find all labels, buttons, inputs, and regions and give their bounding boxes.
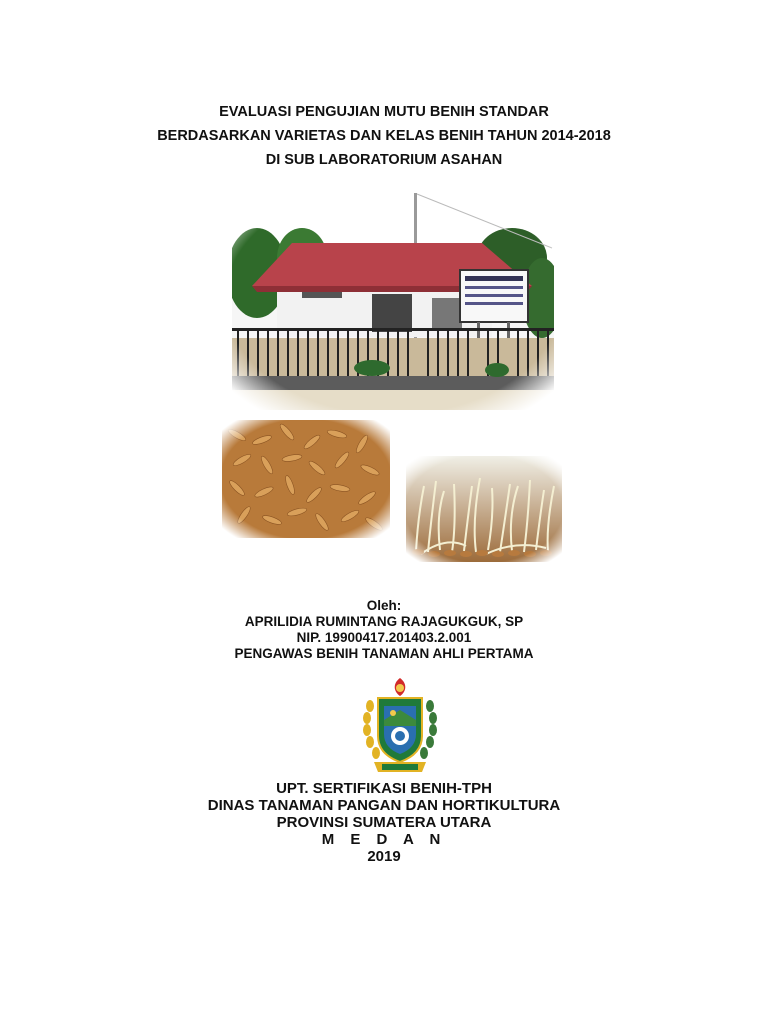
- org-city: M E D A N: [321, 831, 447, 848]
- seed-germination-photo: [406, 456, 562, 562]
- org-agency: DINAS TANAMAN PANGAN DAN HORTIKULTURA: [207, 797, 561, 814]
- title-line-1: EVALUASI PENGUJIAN MUTU BENIH STANDAR: [219, 104, 549, 120]
- author-by-label: Oleh:: [366, 598, 402, 613]
- title-line-3: DI SUB LABORATORIUM ASAHAN: [265, 152, 503, 168]
- author-name: APRILIDIA RUMINTANG RAJAGUKGUK, SP: [244, 614, 524, 629]
- author-position: PENGAWAS BENIH TANAMAN AHLI PERTAMA: [234, 646, 534, 661]
- laboratory-building-photo: [232, 188, 554, 410]
- document-title: [0, 100, 768, 172]
- seed-germination-illustration: [406, 456, 562, 562]
- org-province: PROVINSI SUMATERA UTARA: [276, 814, 492, 831]
- author-block: [0, 598, 768, 662]
- org-year: 2019: [367, 848, 401, 865]
- rice-seed-illustration: [222, 420, 390, 538]
- organization-block: [0, 780, 768, 865]
- emblem-illustration: [358, 676, 442, 776]
- author-nip: NIP. 19900417.201403.2.001: [296, 630, 472, 645]
- org-unit: UPT. SERTIFIKASI BENIH-TPH: [276, 780, 492, 797]
- building-illustration: [232, 188, 554, 410]
- province-emblem-logo: [358, 676, 442, 776]
- title-line-2: BERDASARKAN VARIETAS DAN KELAS BENIH TAHUN 2014-2018: [157, 128, 611, 144]
- rice-seed-photo: [222, 420, 390, 538]
